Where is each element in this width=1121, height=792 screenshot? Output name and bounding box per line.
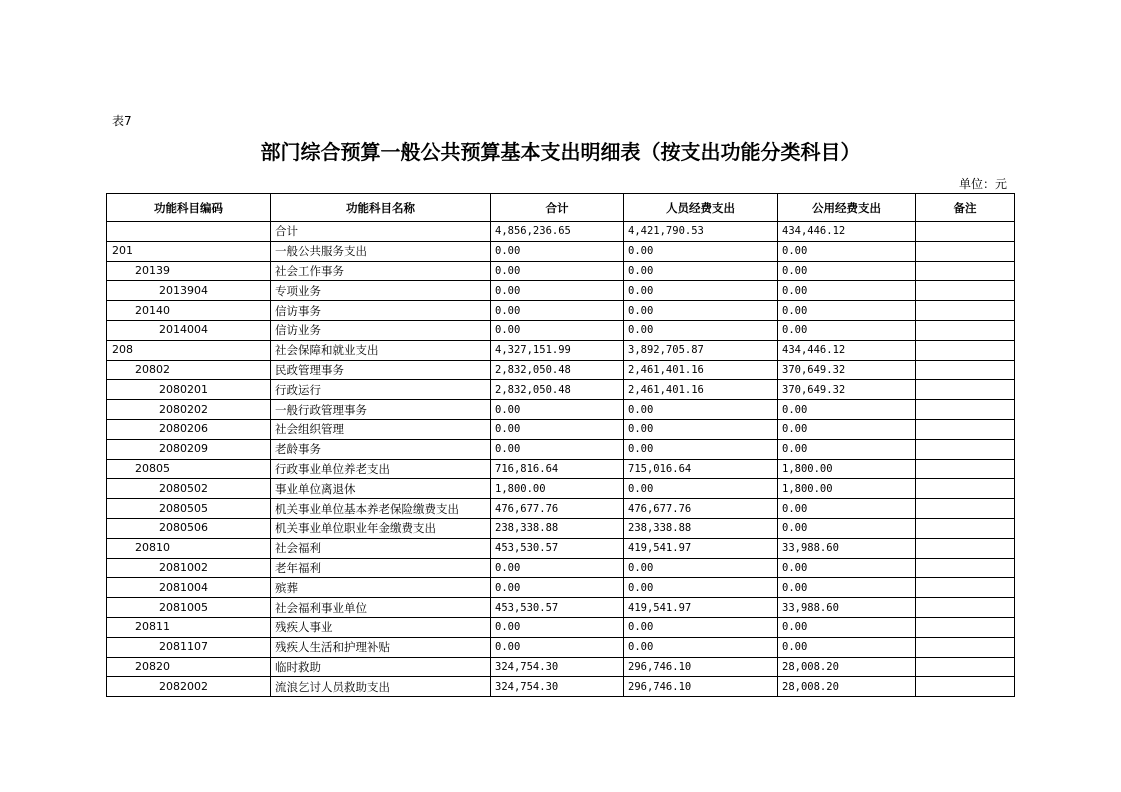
cell-public: 370,649.32 xyxy=(778,360,916,380)
table-row xyxy=(107,419,1015,439)
cell-total: 0.00 xyxy=(491,558,624,578)
cell-code: 20139 xyxy=(107,261,271,281)
cell-total: 0.00 xyxy=(491,578,624,598)
budget-detail-table xyxy=(106,193,1015,697)
cell-remark xyxy=(916,419,1015,439)
cell-public: 0.00 xyxy=(778,261,916,281)
table-row xyxy=(107,617,1015,637)
table-row xyxy=(107,261,1015,281)
cell-total: 0.00 xyxy=(491,301,624,321)
column-header-name: 功能科目名称 xyxy=(271,194,491,222)
cell-remark xyxy=(916,598,1015,618)
cell-public: 1,800.00 xyxy=(778,479,916,499)
cell-remark xyxy=(916,558,1015,578)
cell-total: 0.00 xyxy=(491,261,624,281)
cell-public: 434,446.12 xyxy=(778,222,916,242)
cell-total: 0.00 xyxy=(491,617,624,637)
cell-total: 1,800.00 xyxy=(491,479,624,499)
cell-personnel: 0.00 xyxy=(624,479,778,499)
cell-public: 0.00 xyxy=(778,518,916,538)
cell-remark xyxy=(916,439,1015,459)
cell-total: 0.00 xyxy=(491,637,624,657)
cell-code: 2013904 xyxy=(107,281,271,301)
table-row xyxy=(107,657,1015,677)
cell-name: 老龄事务 xyxy=(271,439,491,459)
table-row xyxy=(107,459,1015,479)
cell-total: 324,754.30 xyxy=(491,657,624,677)
cell-total: 2,832,050.48 xyxy=(491,360,624,380)
cell-personnel: 4,421,790.53 xyxy=(624,222,778,242)
cell-name: 社会福利 xyxy=(271,538,491,558)
cell-total: 324,754.30 xyxy=(491,677,624,697)
cell-personnel: 0.00 xyxy=(624,301,778,321)
table-row xyxy=(107,301,1015,321)
cell-code: 201 xyxy=(107,241,271,261)
table-row xyxy=(107,598,1015,618)
cell-public: 33,988.60 xyxy=(778,538,916,558)
cell-remark xyxy=(916,261,1015,281)
cell-name: 殡葬 xyxy=(271,578,491,598)
cell-name: 机关事业单位职业年金缴费支出 xyxy=(271,518,491,538)
cell-public: 33,988.60 xyxy=(778,598,916,618)
cell-remark xyxy=(916,301,1015,321)
cell-personnel: 0.00 xyxy=(624,281,778,301)
cell-code: 20802 xyxy=(107,360,271,380)
cell-code: 208 xyxy=(107,340,271,360)
cell-name: 事业单位离退休 xyxy=(271,479,491,499)
cell-total: 716,816.64 xyxy=(491,459,624,479)
cell-code: 20805 xyxy=(107,459,271,479)
cell-name: 民政管理事务 xyxy=(271,360,491,380)
cell-name: 社会保障和就业支出 xyxy=(271,340,491,360)
table-row xyxy=(107,578,1015,598)
table-body xyxy=(107,222,1015,697)
cell-remark xyxy=(916,538,1015,558)
cell-personnel: 476,677.76 xyxy=(624,499,778,519)
cell-code: 2080505 xyxy=(107,499,271,519)
cell-personnel: 419,541.97 xyxy=(624,598,778,618)
table-header-row xyxy=(107,194,1015,222)
cell-personnel: 0.00 xyxy=(624,400,778,420)
cell-personnel: 715,016.64 xyxy=(624,459,778,479)
cell-name: 一般行政管理事务 xyxy=(271,400,491,420)
cell-name: 残疾人生活和护理补贴 xyxy=(271,637,491,657)
table-row xyxy=(107,558,1015,578)
table-row xyxy=(107,677,1015,697)
table-row xyxy=(107,439,1015,459)
cell-personnel: 0.00 xyxy=(624,261,778,281)
cell-name: 行政运行 xyxy=(271,380,491,400)
cell-personnel: 3,892,705.87 xyxy=(624,340,778,360)
column-header-remark: 备注 xyxy=(916,194,1015,222)
cell-name: 专项业务 xyxy=(271,281,491,301)
cell-remark xyxy=(916,657,1015,677)
cell-total: 0.00 xyxy=(491,439,624,459)
cell-remark xyxy=(916,518,1015,538)
cell-remark xyxy=(916,677,1015,697)
cell-total: 0.00 xyxy=(491,419,624,439)
table-row xyxy=(107,479,1015,499)
cell-remark xyxy=(916,241,1015,261)
cell-public: 0.00 xyxy=(778,301,916,321)
cell-public: 434,446.12 xyxy=(778,340,916,360)
cell-public: 0.00 xyxy=(778,578,916,598)
cell-remark xyxy=(916,320,1015,340)
cell-public: 28,008.20 xyxy=(778,657,916,677)
table-row xyxy=(107,281,1015,301)
cell-public: 28,008.20 xyxy=(778,677,916,697)
cell-personnel: 0.00 xyxy=(624,241,778,261)
cell-remark xyxy=(916,479,1015,499)
cell-public: 0.00 xyxy=(778,281,916,301)
table-row xyxy=(107,518,1015,538)
cell-remark xyxy=(916,400,1015,420)
cell-name: 老年福利 xyxy=(271,558,491,578)
cell-remark xyxy=(916,281,1015,301)
cell-code: 2081004 xyxy=(107,578,271,598)
cell-code: 2080202 xyxy=(107,400,271,420)
cell-code: 2080502 xyxy=(107,479,271,499)
cell-personnel: 238,338.88 xyxy=(624,518,778,538)
cell-code: 2080506 xyxy=(107,518,271,538)
column-header-total: 合计 xyxy=(491,194,624,222)
table-row xyxy=(107,538,1015,558)
cell-name: 流浪乞讨人员救助支出 xyxy=(271,677,491,697)
column-header-personnel: 人员经费支出 xyxy=(624,194,778,222)
cell-personnel: 0.00 xyxy=(624,617,778,637)
cell-public: 370,649.32 xyxy=(778,380,916,400)
cell-code: 20820 xyxy=(107,657,271,677)
unit-label: 单位：元 xyxy=(958,177,1007,191)
cell-name: 一般公共服务支出 xyxy=(271,241,491,261)
cell-name: 合计 xyxy=(271,222,491,242)
cell-code: 2080206 xyxy=(107,419,271,439)
cell-personnel: 0.00 xyxy=(624,578,778,598)
cell-total: 453,530.57 xyxy=(491,598,624,618)
table-row xyxy=(107,222,1015,242)
table-row xyxy=(107,360,1015,380)
cell-name: 信访业务 xyxy=(271,320,491,340)
cell-remark xyxy=(916,380,1015,400)
cell-total: 2,832,050.48 xyxy=(491,380,624,400)
cell-personnel: 0.00 xyxy=(624,320,778,340)
cell-code: 20811 xyxy=(107,617,271,637)
document-title: 部门综合预算一般公共预算基本支出明细表（按支出功能分类科目） xyxy=(260,140,861,164)
cell-total: 0.00 xyxy=(491,241,624,261)
table-row xyxy=(107,241,1015,261)
cell-name: 社会福利事业单位 xyxy=(271,598,491,618)
cell-personnel: 419,541.97 xyxy=(624,538,778,558)
cell-name: 机关事业单位基本养老保险缴费支出 xyxy=(271,499,491,519)
cell-total: 4,327,151.99 xyxy=(491,340,624,360)
cell-code: 2080209 xyxy=(107,439,271,459)
cell-remark xyxy=(916,459,1015,479)
cell-personnel: 0.00 xyxy=(624,558,778,578)
cell-code: 2081002 xyxy=(107,558,271,578)
cell-code: 20810 xyxy=(107,538,271,558)
table-row xyxy=(107,320,1015,340)
table-row xyxy=(107,380,1015,400)
cell-public: 0.00 xyxy=(778,499,916,519)
table-row xyxy=(107,637,1015,657)
cell-name: 社会组织管理 xyxy=(271,419,491,439)
cell-remark xyxy=(916,637,1015,657)
cell-remark xyxy=(916,617,1015,637)
cell-name: 行政事业单位养老支出 xyxy=(271,459,491,479)
cell-code: 2080201 xyxy=(107,380,271,400)
cell-public: 0.00 xyxy=(778,617,916,637)
cell-name: 信访事务 xyxy=(271,301,491,321)
cell-personnel: 2,461,401.16 xyxy=(624,380,778,400)
cell-code: 2081107 xyxy=(107,637,271,657)
cell-name: 临时救助 xyxy=(271,657,491,677)
cell-name: 残疾人事业 xyxy=(271,617,491,637)
cell-remark xyxy=(916,499,1015,519)
cell-personnel: 0.00 xyxy=(624,637,778,657)
cell-personnel: 2,461,401.16 xyxy=(624,360,778,380)
cell-public: 0.00 xyxy=(778,241,916,261)
table-row xyxy=(107,340,1015,360)
cell-personnel: 0.00 xyxy=(624,439,778,459)
cell-name: 社会工作事务 xyxy=(271,261,491,281)
cell-total: 476,677.76 xyxy=(491,499,624,519)
cell-code xyxy=(107,222,271,242)
cell-personnel: 296,746.10 xyxy=(624,677,778,697)
cell-public: 0.00 xyxy=(778,400,916,420)
cell-code: 2082002 xyxy=(107,677,271,697)
cell-remark xyxy=(916,222,1015,242)
cell-total: 453,530.57 xyxy=(491,538,624,558)
cell-total: 4,856,236.65 xyxy=(491,222,624,242)
table-number-label: 表7 xyxy=(112,114,132,128)
cell-total: 0.00 xyxy=(491,320,624,340)
cell-remark xyxy=(916,340,1015,360)
cell-total: 238,338.88 xyxy=(491,518,624,538)
cell-code: 2081005 xyxy=(107,598,271,618)
column-header-public: 公用经费支出 xyxy=(778,194,916,222)
cell-personnel: 296,746.10 xyxy=(624,657,778,677)
cell-personnel: 0.00 xyxy=(624,419,778,439)
cell-public: 0.00 xyxy=(778,419,916,439)
cell-total: 0.00 xyxy=(491,281,624,301)
cell-remark xyxy=(916,578,1015,598)
table-row xyxy=(107,400,1015,420)
cell-remark xyxy=(916,360,1015,380)
cell-public: 0.00 xyxy=(778,439,916,459)
cell-total: 0.00 xyxy=(491,400,624,420)
cell-public: 1,800.00 xyxy=(778,459,916,479)
cell-code: 2014004 xyxy=(107,320,271,340)
cell-public: 0.00 xyxy=(778,320,916,340)
cell-public: 0.00 xyxy=(778,558,916,578)
cell-public: 0.00 xyxy=(778,637,916,657)
table-row xyxy=(107,499,1015,519)
cell-code: 20140 xyxy=(107,301,271,321)
column-header-code: 功能科目编码 xyxy=(107,194,271,222)
